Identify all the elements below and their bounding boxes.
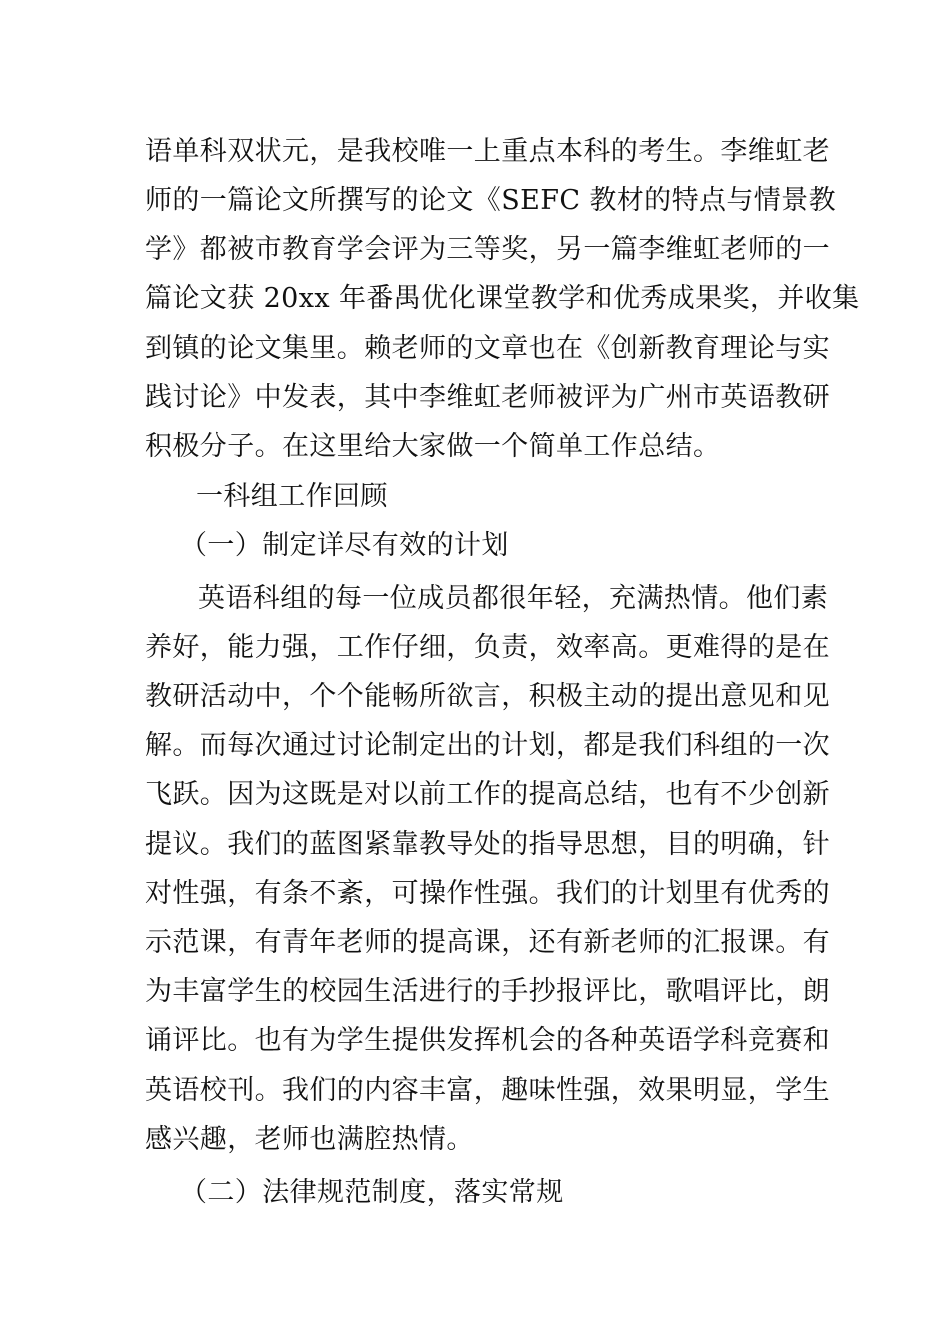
paragraph-1-line-3: 学》都被市教育学会评为三等奖，另一篇李维虹老师的一 <box>145 234 830 265</box>
paragraph-2-line-9: 为丰富学生的校园生活进行的手抄报评比，歌唱评比，朗 <box>145 976 830 1007</box>
subsection-1-title: （一）制定详尽有效的计划 <box>180 530 509 561</box>
paragraph-2-line-1: 英语科组的每一位成员都很年轻，充满热情。他们素 <box>198 583 829 614</box>
paragraph-1-line-7: 积极分子。在这里给大家做一个简单工作总结。 <box>145 431 721 462</box>
paragraph-2-line-10: 诵评比。也有为学生提供发挥机会的各种英语学科竞赛和 <box>145 1025 830 1056</box>
paragraph-2-line-4: 解。而每次通过讨论制定出的计划，都是我们科组的一次 <box>145 730 830 761</box>
paragraph-1-line-1: 语单科双状元，是我校唯一上重点本科的考生。李维虹老 <box>145 136 830 167</box>
paragraph-1-line-4: 篇论文获 20xx 年番禺优化课堂教学和优秀成果奖，并收集 <box>145 283 860 314</box>
paragraph-2-line-8: 示范课，有青年老师的提高课，还有新老师的汇报课。有 <box>145 927 830 958</box>
paragraph-2-line-2: 养好，能力强，工作仔细，负责，效率高。更难得的是在 <box>145 632 830 663</box>
paragraph-2-line-7: 对性强，有条不紊，可操作性强。我们的计划里有优秀的 <box>145 878 830 909</box>
paragraph-2-line-6: 提议。我们的蓝图紧靠教导处的指导思想，目的明确，针 <box>145 829 830 860</box>
paragraph-1-line-2: 师的一篇论文所撰写的论文《SEFC 教材的特点与情景教 <box>145 185 836 216</box>
paragraph-2-line-11: 英语校刊。我们的内容丰富，趣味性强，效果明显，学生 <box>145 1075 830 1106</box>
paragraph-2-line-3: 教研活动中，个个能畅所欲言，积极主动的提出意见和见 <box>145 681 830 712</box>
subsection-2-title: （二）法律规范制度，落实常规 <box>180 1177 564 1208</box>
paragraph-1-line-5: 到镇的论文集里。赖老师的文章也在《创新教育理论与实 <box>145 333 830 364</box>
paragraph-2-line-12: 感兴趣，老师也满腔热情。 <box>145 1124 474 1155</box>
paragraph-1-line-6: 践讨论》中发表，其中李维虹老师被评为广州市英语教研 <box>145 382 830 413</box>
section-title: 一科组工作回顾 <box>196 481 388 512</box>
paragraph-2-line-5: 飞跃。因为这既是对以前工作的提高总结，也有不少创新 <box>145 779 830 810</box>
